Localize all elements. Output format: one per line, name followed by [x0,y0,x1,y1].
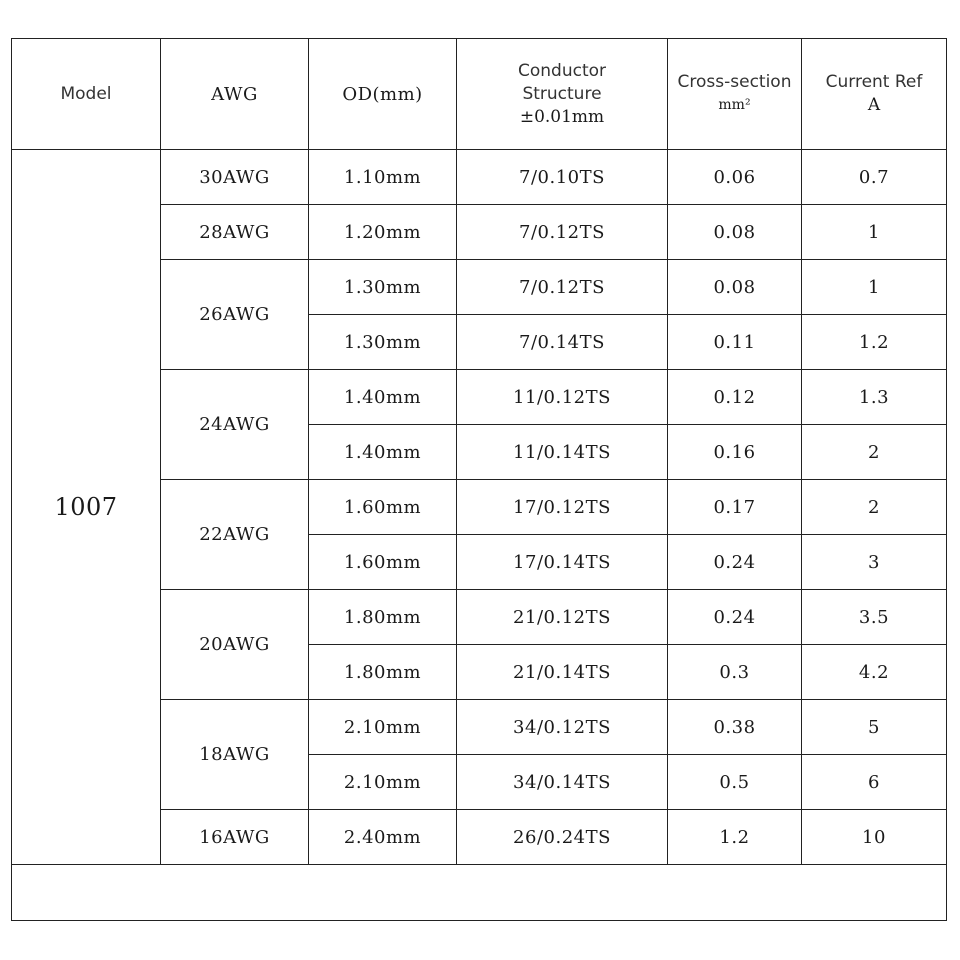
current-cell: 2 [802,425,947,480]
current-cell: 2 [802,480,947,535]
od-cell: 1.60mm [309,535,457,590]
awg-cell: 20AWG [161,590,309,700]
header-conductor-line2: Structure [522,83,602,104]
cross-section-cell: 0.16 [668,425,802,480]
cross-section-cell: 0.38 [668,700,802,755]
header-cross-line1: Cross-section [677,72,792,92]
od-cell: 2.40mm [309,810,457,865]
header-awg: AWG [161,39,309,150]
current-cell: 6 [802,755,947,810]
header-cross-unit: mm² [718,97,751,113]
header-row [12,39,947,150]
cross-section-cell: 1.2 [668,810,802,865]
current-cell: 3.5 [802,590,947,645]
current-cell: 3 [802,535,947,590]
structure-cell: 7/0.10TS [457,150,668,205]
awg-cell: 26AWG [161,260,309,370]
structure-cell: 21/0.14TS [457,645,668,700]
od-cell: 1.20mm [309,205,457,260]
od-cell: 1.30mm [309,315,457,370]
table-row [12,150,947,205]
cross-section-cell: 0.08 [668,260,802,315]
structure-cell: 7/0.14TS [457,315,668,370]
structure-cell: 17/0.14TS [457,535,668,590]
od-cell: 1.10mm [309,150,457,205]
cross-section-cell: 0.24 [668,535,802,590]
awg-cell: 28AWG [161,205,309,260]
current-cell: 5 [802,700,947,755]
structure-cell: 26/0.24TS [457,810,668,865]
header-conductor-tolerance: ±0.01mm [519,106,605,127]
structure-cell: 7/0.12TS [457,260,668,315]
awg-cell: 16AWG [161,810,309,865]
current-cell: 1 [802,205,947,260]
cross-section-cell: 0.24 [668,590,802,645]
current-cell: 4.2 [802,645,947,700]
current-cell: 1.2 [802,315,947,370]
cross-section-cell: 0.11 [668,315,802,370]
current-cell: 0.7 [802,150,947,205]
structure-cell: 34/0.12TS [457,700,668,755]
cross-section-cell: 0.12 [668,370,802,425]
structure-cell: 7/0.12TS [457,205,668,260]
header-current-line1: Current Ref [825,72,923,92]
cross-section-cell: 0.5 [668,755,802,810]
awg-cell: 18AWG [161,700,309,810]
cross-section-cell: 0.06 [668,150,802,205]
header-conductor-structure [457,39,668,150]
current-cell: 10 [802,810,947,865]
od-cell: 2.10mm [309,700,457,755]
awg-cell: 22AWG [161,480,309,590]
structure-cell: 11/0.14TS [457,425,668,480]
wire-spec-table [11,38,947,921]
od-cell: 1.40mm [309,425,457,480]
header-od: OD(mm) [309,39,457,150]
od-cell: 1.60mm [309,480,457,535]
structure-cell: 17/0.12TS [457,480,668,535]
awg-cell: 24AWG [161,370,309,480]
cross-section-cell: 0.08 [668,205,802,260]
awg-cell: 30AWG [161,150,309,205]
od-cell: 1.80mm [309,645,457,700]
model-cell: 1007 [12,150,161,865]
empty-footer-cell [12,865,947,921]
structure-cell: 21/0.12TS [457,590,668,645]
od-cell: 1.30mm [309,260,457,315]
structure-cell: 34/0.14TS [457,755,668,810]
current-cell: 1.3 [802,370,947,425]
header-model: Model [12,39,161,150]
header-conductor-line1: Conductor [517,60,606,81]
structure-cell: 11/0.12TS [457,370,668,425]
cross-section-cell: 0.17 [668,480,802,535]
od-cell: 1.80mm [309,590,457,645]
empty-footer-row [12,865,947,921]
cross-section-cell: 0.3 [668,645,802,700]
header-current-unit: A [867,95,881,115]
od-cell: 1.40mm [309,370,457,425]
od-cell: 2.10mm [309,755,457,810]
current-cell: 1 [802,260,947,315]
header-current-ref [802,39,947,150]
header-cross-section [668,39,802,150]
